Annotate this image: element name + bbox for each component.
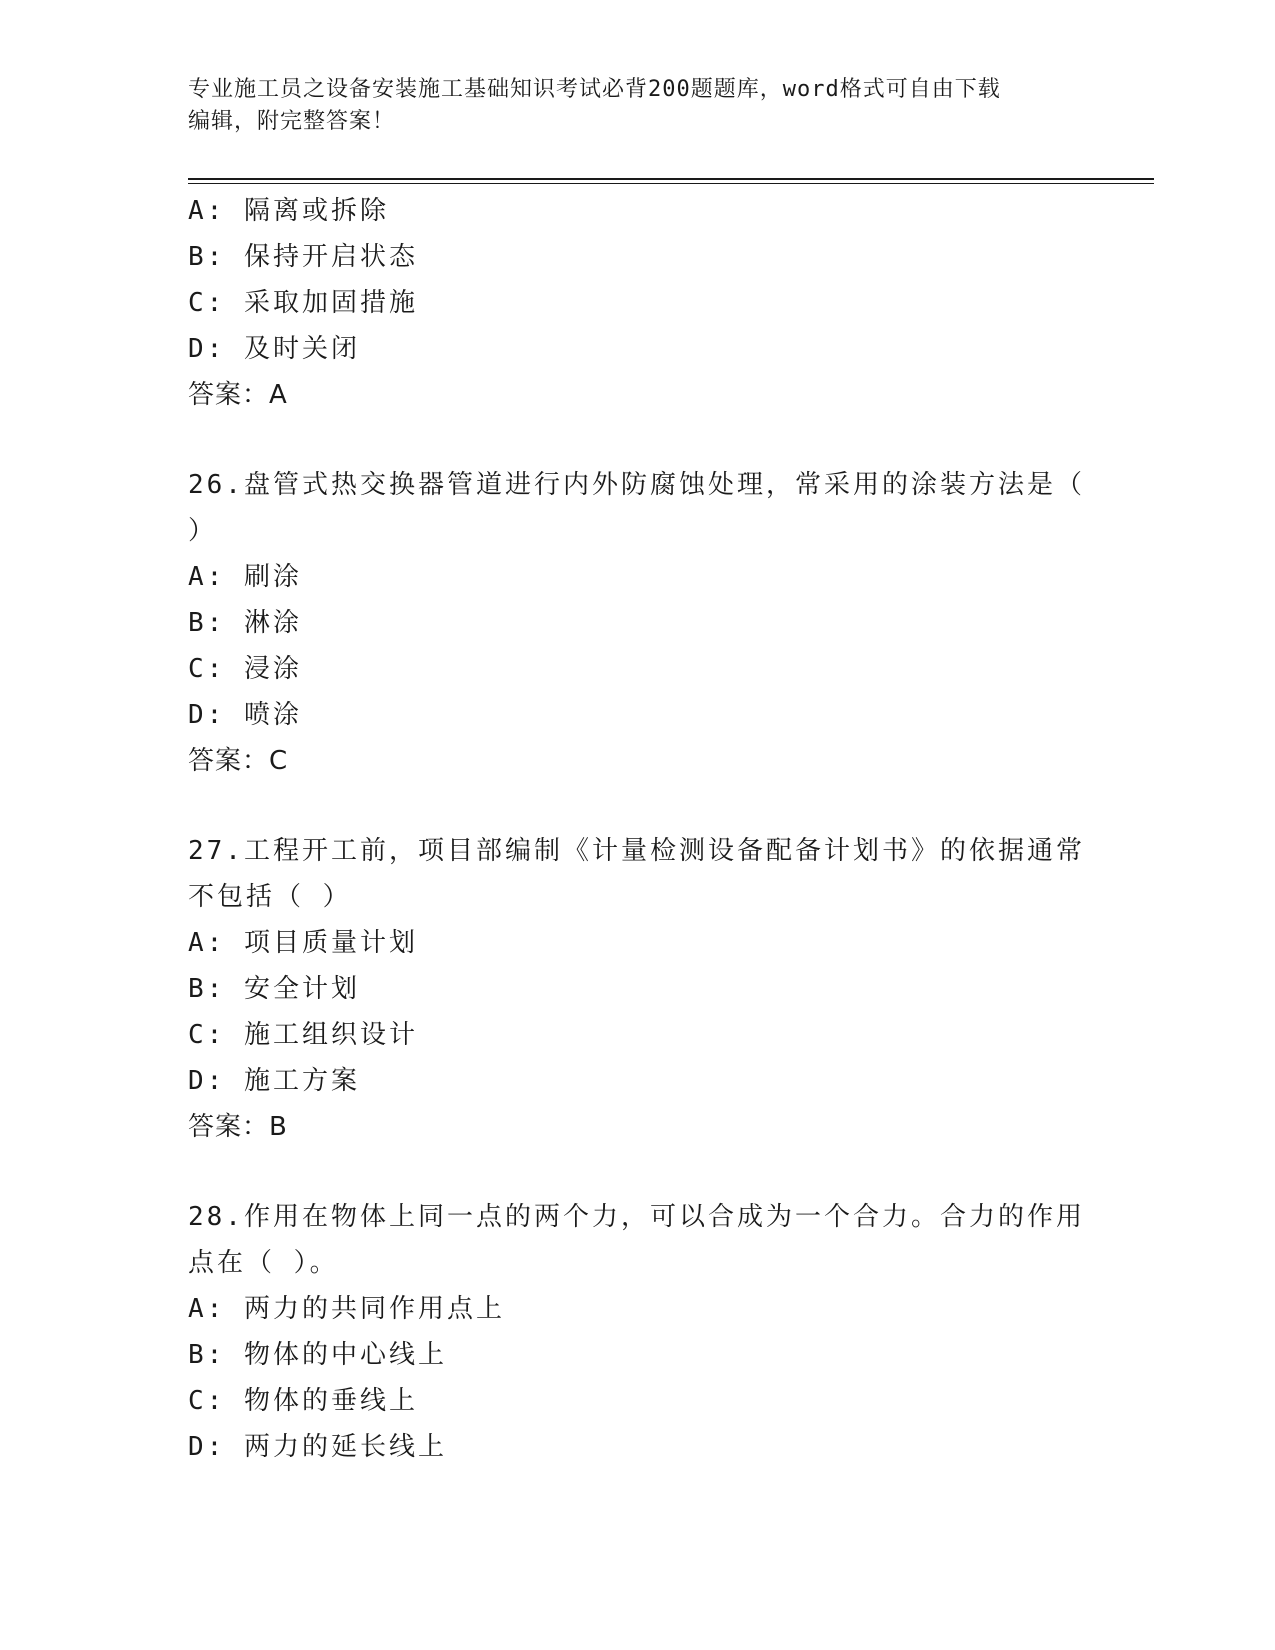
question-text-line-2: 点在（ ）。 [188, 1248, 339, 1278]
question-block-26 [188, 462, 1088, 784]
question-block-25 [188, 188, 1088, 418]
header-title-line-1: 专业施工员之设备安装施工基础知识考试必背200题题库，word格式可自由下载 [188, 77, 1001, 102]
question-text-line-2: ） [188, 516, 218, 546]
question-block-27 [188, 828, 1088, 1150]
option-d: D: 施工方案 [188, 1066, 360, 1096]
option-c: C: 浸涂 [188, 654, 302, 684]
option-d: D: 喷涂 [188, 700, 302, 730]
header-rule-thin [188, 183, 1154, 184]
option-a: A: 项目质量计划 [188, 928, 418, 958]
option-d: D: 两力的延长线上 [188, 1432, 447, 1462]
question-text-line-1: 28.作用在物体上同一点的两个力，可以合成为一个合力。合力的作用 [188, 1202, 1085, 1232]
option-b: B: 淋涂 [188, 608, 302, 638]
question-block-28 [188, 1194, 1088, 1470]
header-title-line-2: 编辑，附完整答案！ [188, 109, 396, 134]
option-c: C: 施工组织设计 [188, 1020, 418, 1050]
question-list [188, 188, 1088, 1470]
option-b: B: 安全计划 [188, 974, 360, 1004]
option-c: C: 物体的垂线上 [188, 1386, 418, 1416]
answer-line: 答案：A [188, 380, 288, 410]
option-c: C: 采取加固措施 [188, 288, 418, 318]
option-a: A: 隔离或拆除 [188, 196, 389, 226]
answer-line: 答案：B [188, 1112, 288, 1142]
option-b: B: 物体的中心线上 [188, 1340, 447, 1370]
option-b: B: 保持开启状态 [188, 242, 418, 272]
question-text-line-1: 27.工程开工前，项目部编制《计量检测设备配备计划书》的依据通常 [188, 836, 1085, 866]
document-header [188, 74, 1068, 138]
option-a: A: 两力的共同作用点上 [188, 1294, 505, 1324]
question-text-line-1: 26.盘管式热交换器管道进行内外防腐蚀处理，常采用的涂装方法是（ [188, 470, 1085, 500]
answer-line: 答案：C [188, 746, 289, 776]
option-a: A: 刷涂 [188, 562, 302, 592]
option-d: D: 及时关闭 [188, 334, 360, 364]
question-text-line-2: 不包括（ ） [188, 882, 352, 912]
header-rule-thick [188, 178, 1154, 180]
